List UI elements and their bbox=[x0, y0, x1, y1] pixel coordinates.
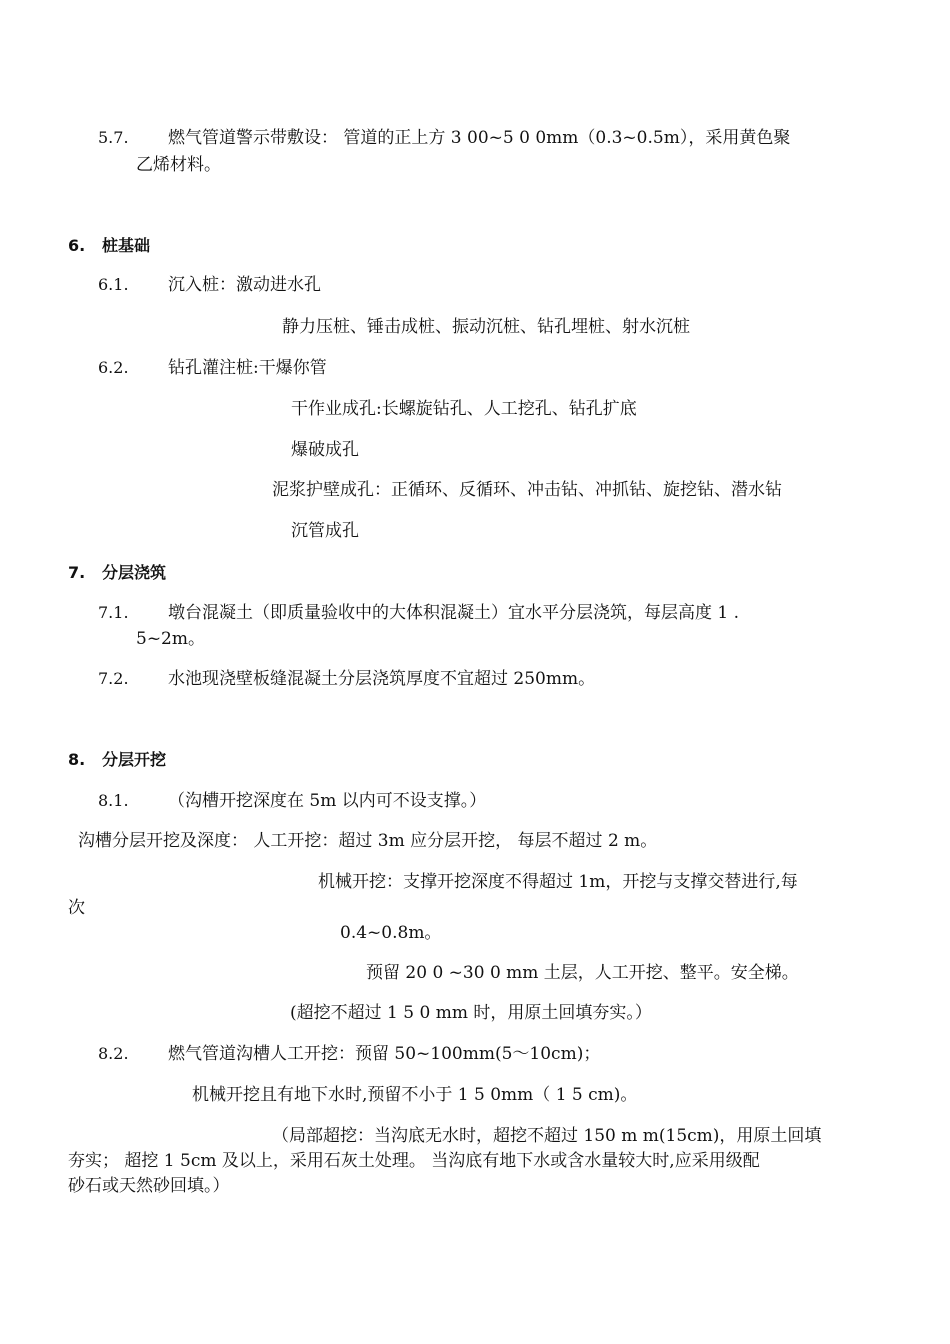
clause-text: 水池现浇壁板缝混凝土分层浇筑厚度不宜超过 250mm。 bbox=[168, 669, 596, 689]
clause-number: 7.2. bbox=[98, 669, 129, 688]
clause-text: 预留 20 0 ~30 0 mm 土层，人工开挖、整平。安全梯。 bbox=[366, 963, 799, 983]
clause-text: 机械开挖且有地下水时,预留不小于 1 5 0mm（ 1 5 cm)。 bbox=[192, 1085, 638, 1105]
clause-number: 6.1. bbox=[98, 275, 129, 294]
clause-text: 静力压桩、锤击成桩、振动沉桩、钻孔埋桩、射水沉桩 bbox=[282, 317, 690, 337]
clause-text: 干作业成孔:长螺旋钻孔、人工挖孔、钻孔扩底 bbox=[291, 399, 637, 419]
clause-text: 墩台混凝土（即质量验收中的大体积混凝土）宜水平分层浇筑，每层高度 1 . bbox=[168, 603, 740, 623]
section-heading-7 bbox=[68, 562, 166, 584]
clause-text: 0.4~0.8m。 bbox=[340, 923, 442, 943]
clause-text: 砂石或天然砂回填。） bbox=[68, 1176, 230, 1196]
clause-text: （沟槽开挖深度在 5m 以内可不设支撑。） bbox=[168, 791, 487, 811]
section-number: 8. bbox=[68, 750, 86, 769]
clause-text: 沉入桩：激动进水孔 bbox=[168, 275, 321, 295]
clause-text: 燃气管道沟槽人工开挖：预留 50~100mm(5～10cm)； bbox=[168, 1044, 601, 1064]
clause-text: 次 bbox=[68, 898, 85, 918]
clause-number: 7.1. bbox=[98, 603, 129, 622]
clause-number: 8.1. bbox=[98, 791, 129, 810]
clause-text: 5~2m。 bbox=[136, 629, 205, 649]
section-number: 7. bbox=[68, 563, 86, 582]
clause-text: 泥浆护壁成孔：正循环、反循环、冲击钻、冲抓钻、旋挖钻、潜水钻 bbox=[272, 480, 782, 500]
clause-text: 夯实； 超挖 1 5cm 及以上，采用石灰土处理。 当沟底有地下水或含水量较大时,应采用级配 bbox=[68, 1151, 760, 1171]
clause-text: 爆破成孔 bbox=[291, 440, 359, 460]
clause-text: 沉管成孔 bbox=[291, 521, 359, 541]
section-title: 分层开挖 bbox=[102, 750, 167, 769]
clause-text: 沟槽分层开挖及深度： 人工开挖：超过 3m 应分层开挖， 每层不超过 2 m。 bbox=[78, 831, 658, 851]
section-heading-6 bbox=[68, 235, 150, 257]
section-number: 6. bbox=[68, 236, 86, 255]
clause-text: (超挖不超过 1 5 0 mm 时，用原土回填夯实。） bbox=[290, 1003, 652, 1023]
section-title: 分层浇筑 bbox=[102, 563, 167, 582]
clause-text: 机械开挖：支撑开挖深度不得超过 1m，开挖与支撑交替进行,每 bbox=[318, 872, 798, 892]
clause-number: 6.2. bbox=[98, 358, 129, 377]
section-title: 桩基础 bbox=[102, 236, 151, 255]
clause-text: 燃气管道警示带敷设： 管道的正上方 3 00~5 0 0mm（0.3~0.5m），采用黄色聚 bbox=[168, 128, 791, 148]
clause-text: 乙烯材料。 bbox=[136, 155, 221, 175]
clause-number: 5.7. bbox=[98, 128, 129, 147]
clause-number: 8.2. bbox=[98, 1044, 129, 1063]
clause-text: （局部超挖：当沟底无水时，超挖不超过 150 m m(15cm)，用原土回填 bbox=[272, 1126, 822, 1146]
section-heading-8 bbox=[68, 749, 166, 771]
clause-text: 钻孔灌注桩:干爆你管 bbox=[168, 358, 327, 378]
